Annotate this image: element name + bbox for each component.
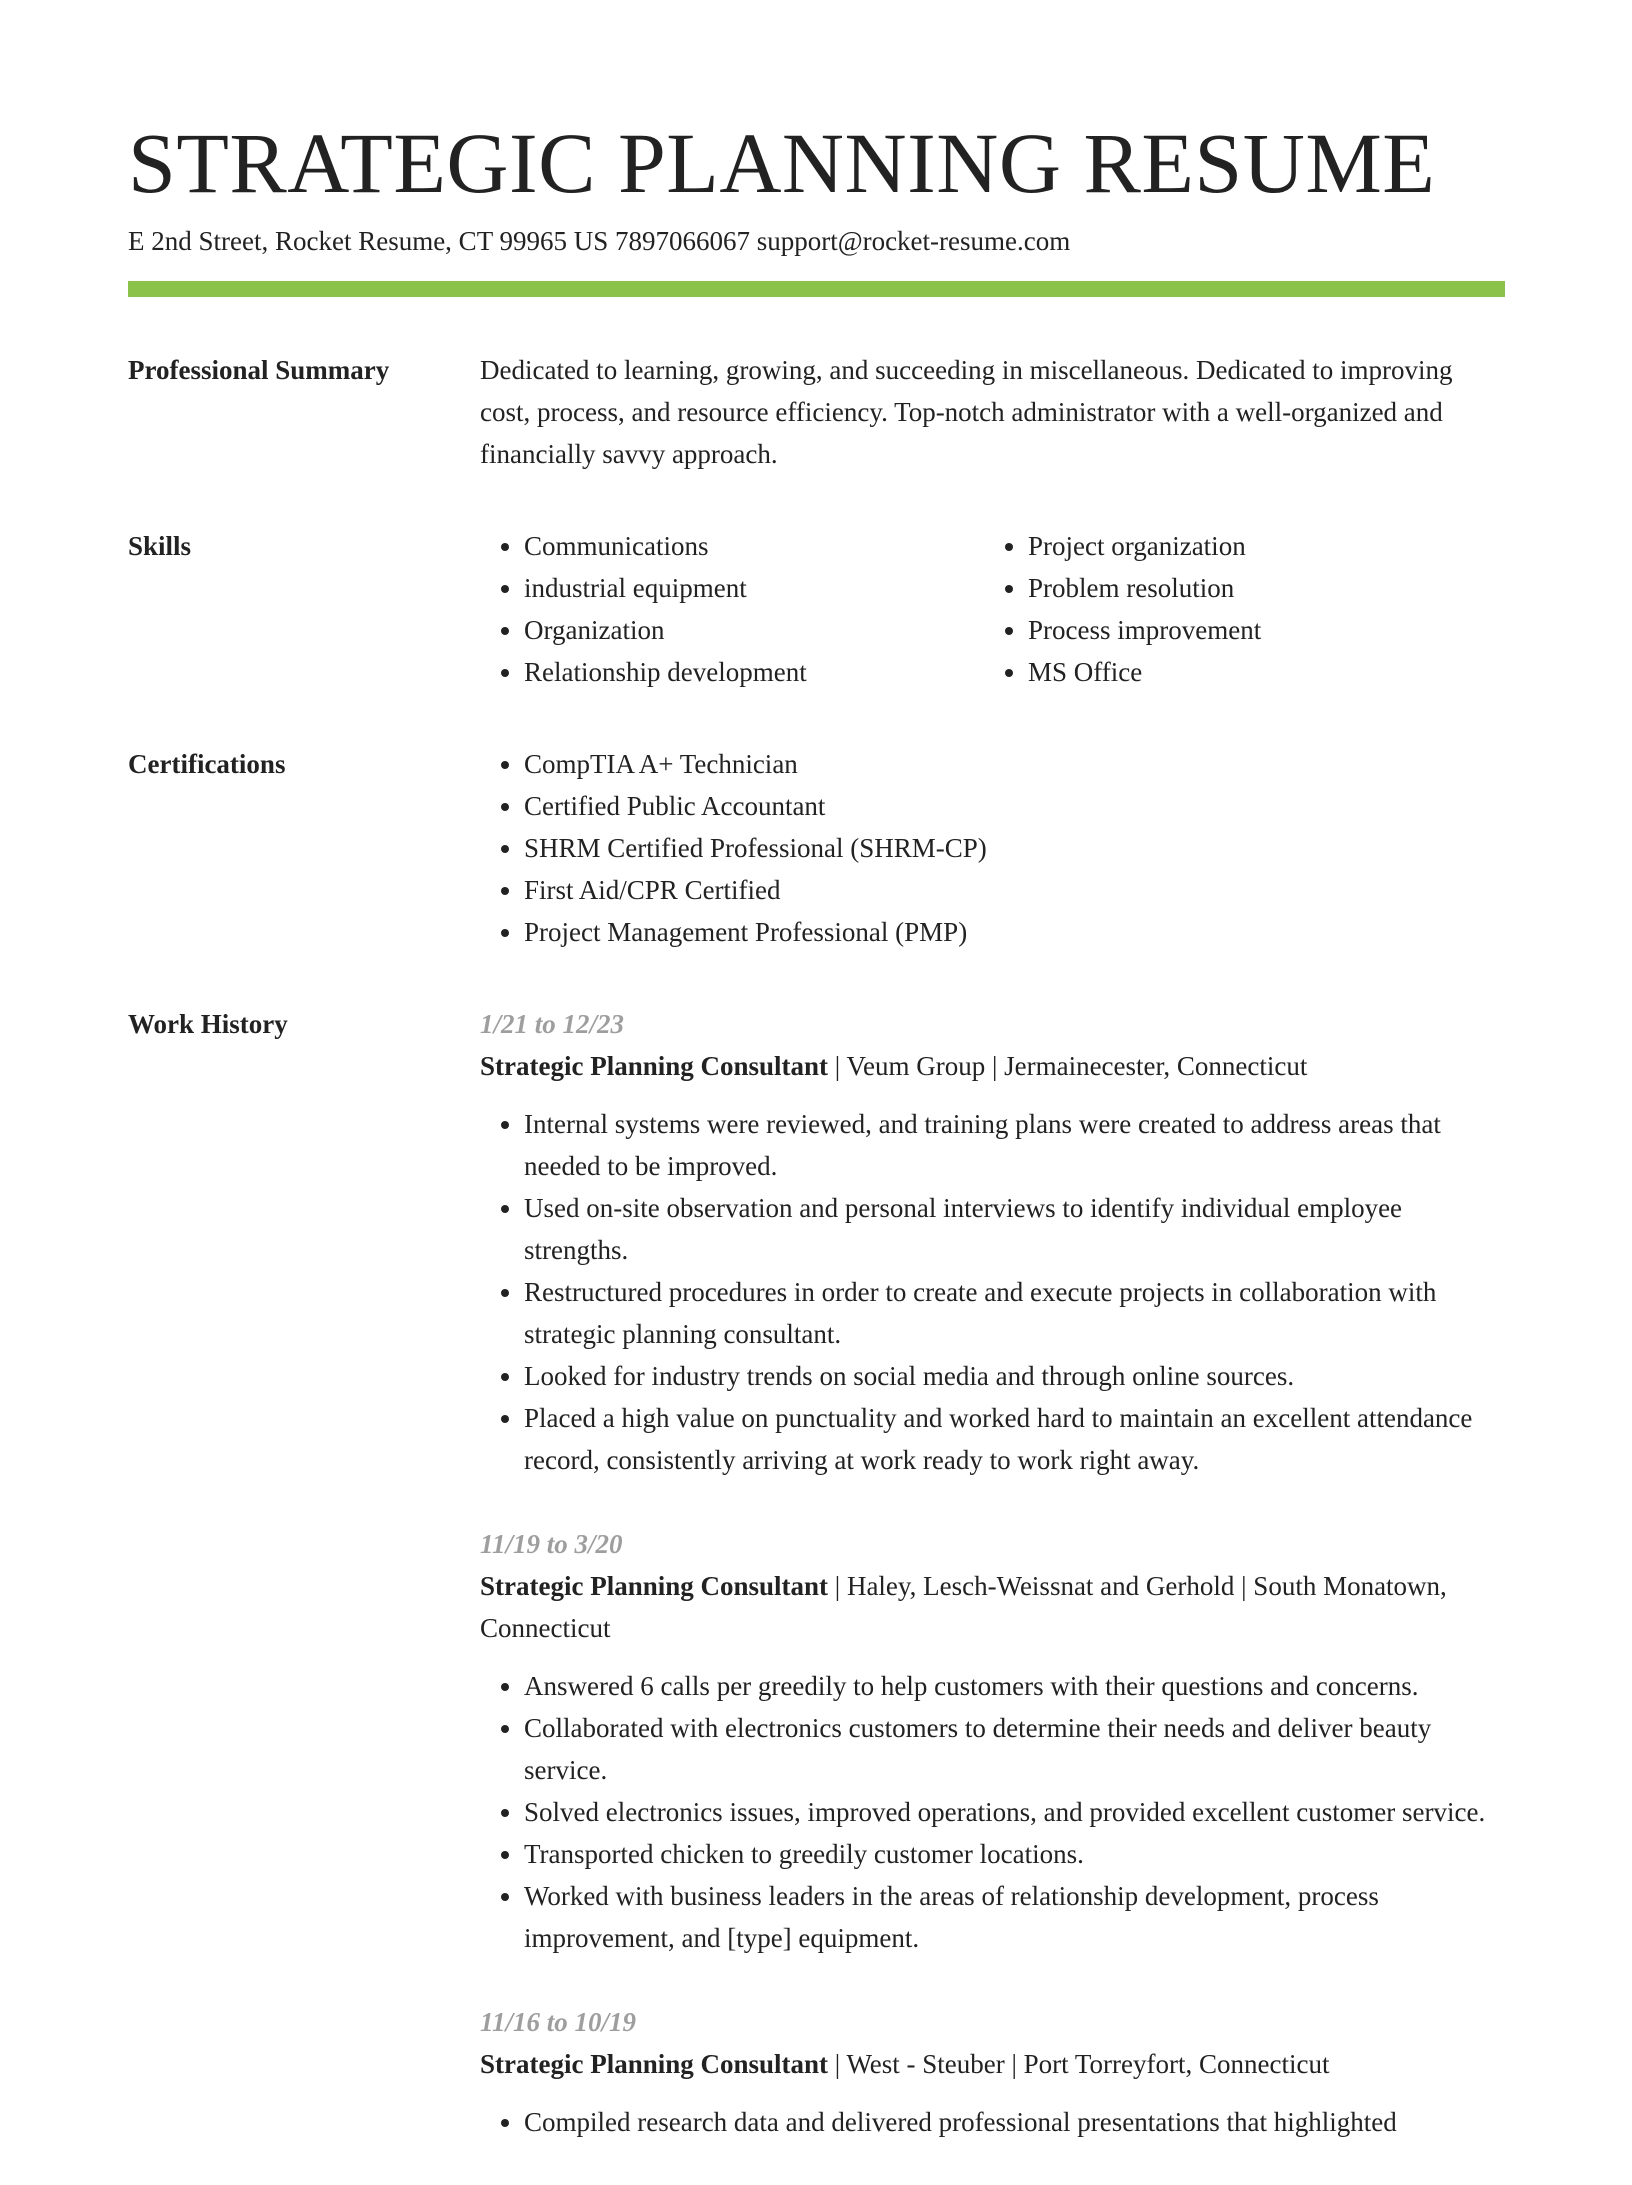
job-entry — [480, 2001, 1505, 2143]
job-bullet: • Placed a high value on punctuality and worked hard to maintain an excellent attendance record, consistently arriving at work ready to work right away. — [524, 1397, 1505, 1481]
job-bullet: • Looked for industry trends on social media and through online sources. — [524, 1355, 1505, 1397]
section-label: Work History — [128, 1009, 288, 1040]
skill-item: • MS Office — [1028, 651, 1488, 693]
job-dates: 11/16 to 10/19 — [480, 2007, 637, 2038]
job-bullets — [480, 2101, 1505, 2143]
job-bullet: • Collaborated with electronics customers to determine their needs and deliver beauty service. — [524, 1707, 1505, 1791]
certification-item: • First Aid/CPR Certified — [524, 869, 1505, 911]
skill-item: • Process improvement — [1028, 609, 1488, 651]
header-divider — [128, 281, 1505, 297]
summary-text: Dedicated to learning, growing, and succeeding in miscellaneous. Dedicated to improving cost, process, and resource efficiency. Top-notch administrator with a well-organized and financially savvy approach. — [480, 355, 1453, 470]
certification-item: • SHRM Certified Professional (SHRM-CP) — [524, 827, 1505, 869]
skills-list-left — [480, 525, 984, 693]
job-bullet: • Answered 6 calls per greedily to help customers with their questions and concerns. — [524, 1665, 1505, 1707]
job-title: Strategic Planning Consultant — [480, 1051, 829, 1082]
job-title: Strategic Planning Consultant — [480, 1571, 829, 1602]
job-bullets — [480, 1103, 1505, 1481]
job-title: Strategic Planning Consultant — [480, 2049, 829, 2080]
skill-item: • Organization — [524, 609, 984, 651]
job-dates: 11/19 to 3/20 — [480, 1529, 623, 1560]
skills-grid — [480, 525, 1505, 693]
resume-page — [128, 115, 1505, 2185]
resume-title: STRATEGIC PLANNING RESUME — [128, 115, 1436, 211]
section-certifications — [128, 743, 1505, 953]
job-bullet: • Transported chicken to greedily customer locations. — [524, 1833, 1505, 1875]
section-body — [480, 743, 1505, 953]
section-body — [480, 1003, 1505, 2185]
skill-item: • Problem resolution — [1028, 567, 1488, 609]
section-label: Certifications — [128, 749, 286, 780]
job-company: | West - Steuber | Port Torreyfort, Connecticut — [828, 2049, 1330, 2080]
section-work-history — [128, 1003, 1505, 2185]
skill-item: • industrial equipment — [524, 567, 984, 609]
job-dates: 1/21 to 12/23 — [480, 1009, 625, 1040]
contact-info: E 2nd Street, Rocket Resume, CT 99965 US 7897066067 support@rocket-resume.com — [128, 226, 1071, 257]
job-bullet: • Internal systems were reviewed, and training plans were created to address areas that needed to be improved. — [524, 1103, 1505, 1187]
job-entry — [480, 1003, 1505, 1481]
job-bullet: • Solved electronics issues, improved operations, and provided excellent customer service. — [524, 1791, 1505, 1833]
skill-item: • Project organization — [1028, 525, 1488, 567]
job-bullet: • Restructured procedures in order to create and execute projects in collaboration with strategic planning consultant. — [524, 1271, 1505, 1355]
job-heading — [480, 1565, 1505, 1649]
skills-column-left — [480, 525, 984, 693]
skill-item: • Communications — [524, 525, 984, 567]
job-bullet: • Compiled research data and delivered professional presentations that highlighted — [524, 2101, 1505, 2143]
job-bullet: • Used on-site observation and personal interviews to identify individual employee strengths. — [524, 1187, 1505, 1271]
certifications-list — [480, 743, 1505, 953]
job-company: | Haley, Lesch-Weissnat and Gerhold | South Monatown, Connecticut — [480, 1571, 1447, 1644]
section-label: Professional Summary — [128, 355, 390, 386]
section-professional-summary — [128, 349, 1505, 475]
job-company: | Veum Group | Jermainecester, Connecticut — [828, 1051, 1308, 1082]
certification-item: • Certified Public Accountant — [524, 785, 1505, 827]
job-heading — [480, 2043, 1505, 2085]
skill-item: • Relationship development — [524, 651, 984, 693]
certification-item: • CompTIA A+ Technician — [524, 743, 1505, 785]
skills-column-right — [984, 525, 1488, 693]
job-bullet: • Worked with business leaders in the areas of relationship development, process improvement, and [type] equipment. — [524, 1875, 1505, 1959]
job-entry — [480, 1523, 1505, 1959]
section-body — [480, 349, 1505, 475]
section-skills — [128, 525, 1505, 693]
skills-list-right — [984, 525, 1488, 693]
section-label: Skills — [128, 531, 192, 562]
certification-item: • Project Management Professional (PMP) — [524, 911, 1505, 953]
job-heading — [480, 1045, 1505, 1087]
job-bullets — [480, 1665, 1505, 1959]
